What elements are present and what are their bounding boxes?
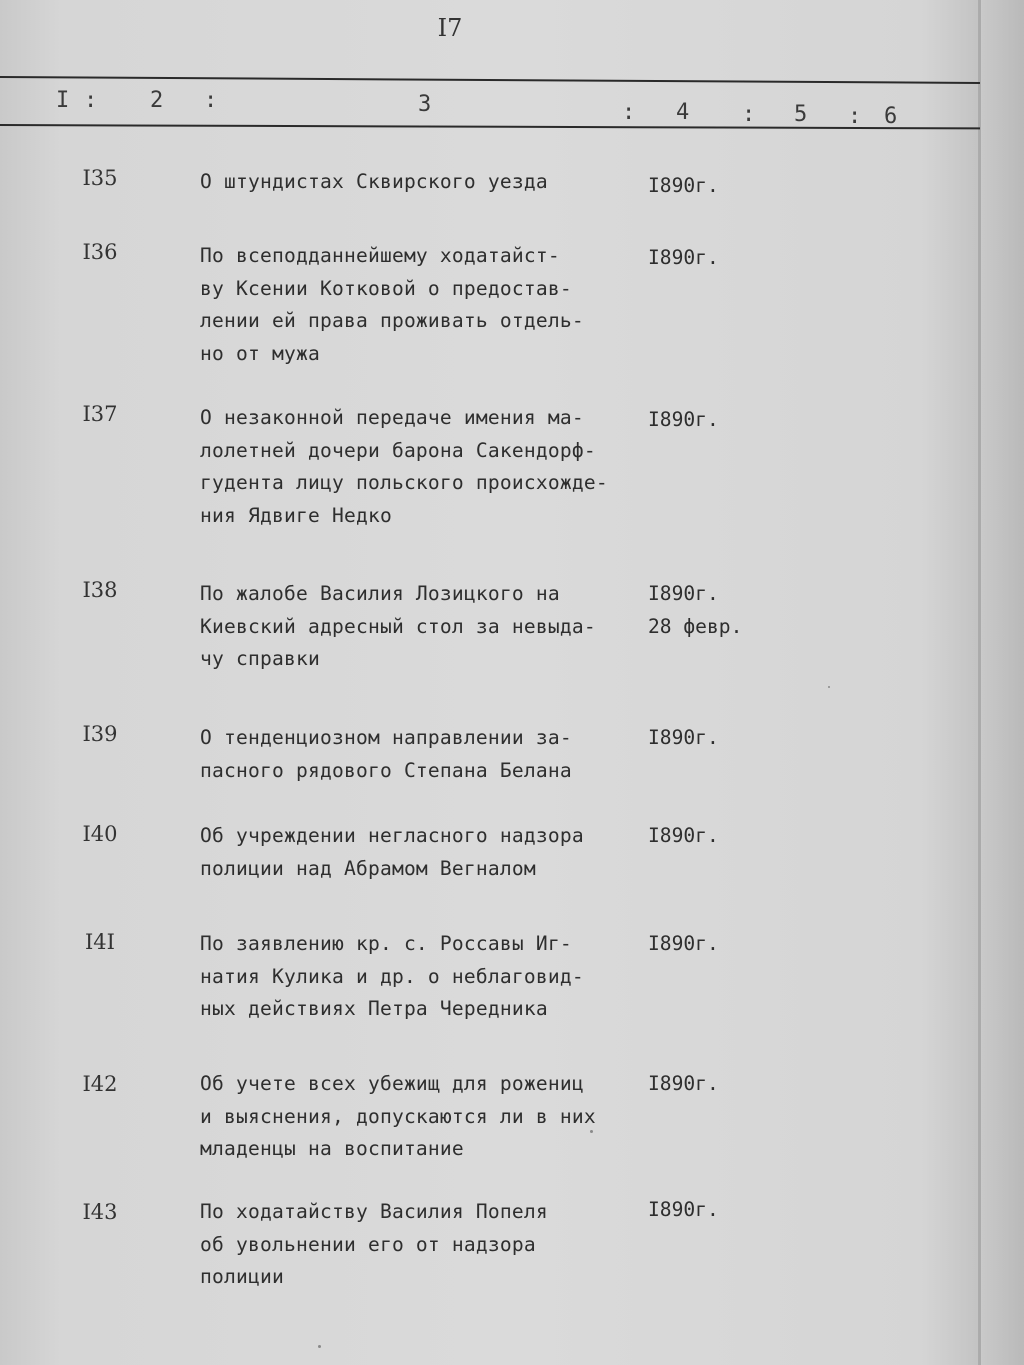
entry-date bbox=[648, 820, 719, 853]
entry-description-line: гудента лицу польского происхожде- bbox=[200, 471, 608, 494]
paper-speck bbox=[828, 686, 830, 688]
entry-description-line: ных действиях Петра Чередника bbox=[200, 997, 548, 1020]
entry-date-line: I890г. bbox=[648, 582, 719, 605]
paper-speck bbox=[318, 1345, 321, 1348]
entry-description bbox=[200, 240, 640, 370]
entry-description-line: ву Ксении Котковой о предостав- bbox=[200, 276, 572, 300]
entry-date-line: I890г. bbox=[648, 1198, 719, 1221]
entry-description-line: полиции bbox=[200, 1265, 284, 1288]
entry-number: I43 bbox=[82, 1200, 118, 1224]
entry-date-line: I890г. bbox=[648, 1072, 719, 1095]
entry-description-line: лении ей права проживать отдель- bbox=[200, 309, 584, 332]
entry-description bbox=[200, 166, 640, 199]
entry-description bbox=[200, 578, 640, 676]
entry-description-line: О незаконной передаче имения ма- bbox=[200, 406, 584, 429]
page-edge-shadow bbox=[978, 0, 1024, 1365]
column-header-5: 5 bbox=[794, 102, 808, 127]
entry-description bbox=[200, 1196, 640, 1294]
entry-description-line: О тенденциозном направлении за- bbox=[200, 726, 572, 749]
column-separator-2: : bbox=[204, 88, 218, 113]
entry-date bbox=[648, 578, 742, 643]
entry-date-line: I890г. bbox=[648, 408, 719, 431]
entry-date-line: I890г. bbox=[648, 932, 719, 955]
entry-description-line: полиции над Абрамом Вегналом bbox=[200, 856, 536, 880]
column-header-3: 3 bbox=[418, 92, 432, 117]
entry-description-line: По жалобе Василия Лозицкого на bbox=[200, 582, 560, 605]
column-header-2: 2 bbox=[150, 88, 164, 113]
entry-number: I35 bbox=[82, 166, 118, 190]
entry-description-line: Киевский адресный стол за невыда- bbox=[200, 614, 596, 638]
entry-description-line: Об учреждении негласного надзора bbox=[200, 824, 584, 847]
entry-date bbox=[648, 170, 719, 203]
entry-number: I36 bbox=[82, 240, 118, 264]
entry-description-line: ния Ядвиге Недко bbox=[200, 503, 392, 527]
entry-description-line: По всеподданнейшему ходатайст- bbox=[200, 244, 560, 267]
column-separator-4: : bbox=[742, 102, 756, 127]
column-header-6: 6 bbox=[884, 104, 898, 129]
entry-date-line: I890г. bbox=[648, 174, 719, 197]
entry-description-line: О штундистах Сквирского уезда bbox=[200, 170, 548, 193]
entry-number: I38 bbox=[82, 578, 118, 602]
paper-speck bbox=[590, 1130, 593, 1133]
entry-date-line: 28 февр. bbox=[648, 614, 743, 638]
entry-description-line: Об учете всех убежищ для рожениц bbox=[200, 1072, 584, 1095]
header-bottom-rule bbox=[0, 124, 980, 129]
entry-date bbox=[648, 1068, 719, 1101]
page-number: I7 bbox=[437, 14, 463, 42]
column-header-4: 4 bbox=[676, 100, 690, 125]
entry-description bbox=[200, 928, 640, 1026]
entry-description-line: и выяснения, допускаются ли в них bbox=[200, 1104, 596, 1128]
entry-date bbox=[648, 928, 719, 961]
entry-date bbox=[648, 404, 719, 437]
entry-description-line: лолетней дочери барона Сакендорф- bbox=[200, 438, 596, 462]
entry-number: I40 bbox=[82, 822, 118, 846]
entry-description-line: чу справки bbox=[200, 647, 320, 670]
entry-number: I42 bbox=[82, 1072, 118, 1096]
entry-date-line: I890г. bbox=[648, 824, 719, 847]
entry-description-line: По заявлению кр. с. Россавы Иг- bbox=[200, 932, 572, 955]
entry-description-line: младенцы на воспитание bbox=[200, 1137, 464, 1160]
entry-description-line: По ходатайству Василия Попеля bbox=[200, 1200, 548, 1223]
entry-description-line: пасного рядового Степана Белана bbox=[200, 758, 572, 782]
entry-description bbox=[200, 820, 640, 885]
entry-date-line: I890г. bbox=[648, 246, 719, 269]
entry-description-line: но от мужа bbox=[200, 341, 320, 365]
entry-number: I39 bbox=[82, 722, 118, 746]
page-fold-line bbox=[978, 0, 981, 1365]
column-header-1: I bbox=[56, 88, 70, 113]
entry-description bbox=[200, 402, 640, 532]
entry-description bbox=[200, 722, 640, 787]
column-separator-3: : bbox=[622, 100, 636, 125]
entry-date-line: I890г. bbox=[648, 726, 719, 749]
entry-date bbox=[648, 242, 719, 275]
column-separator-5: : bbox=[848, 104, 862, 129]
entry-date bbox=[648, 722, 719, 755]
entry-description-line: об увольнении его от надзора bbox=[200, 1232, 536, 1256]
entry-description-line: натия Кулика и др. о неблаговид- bbox=[200, 964, 584, 988]
entry-date bbox=[648, 1194, 719, 1227]
entry-description bbox=[200, 1068, 640, 1166]
column-separator-1: : bbox=[84, 88, 98, 113]
header-top-rule bbox=[0, 76, 980, 84]
entry-number: I4I bbox=[85, 930, 115, 954]
entry-number: I37 bbox=[82, 402, 118, 426]
